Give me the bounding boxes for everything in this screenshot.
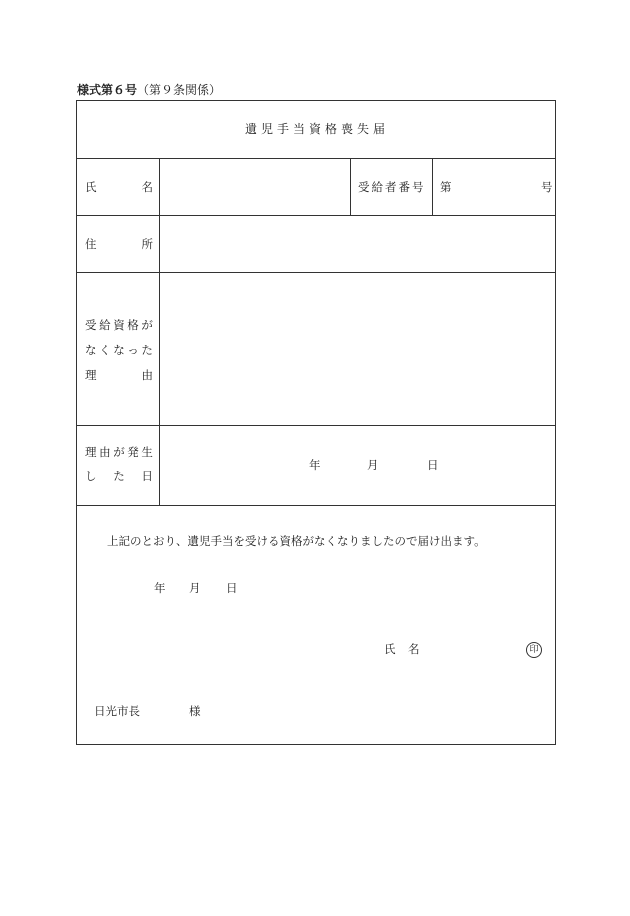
form-title: 遺児手当資格喪失届 — [244, 122, 389, 136]
date-label-char: し — [85, 469, 97, 483]
signer-name-field[interactable] — [429, 635, 521, 663]
address-label — [85, 236, 153, 252]
recipient-number-right-divider — [432, 158, 433, 215]
reason-label-line3 — [85, 367, 153, 383]
name-label-char: 氏 — [85, 180, 97, 194]
declaration-statement: 上記のとおり、遺児手当を受ける資格がなくなりましたので届け出ます。 — [107, 534, 486, 548]
recipient-number-left-divider — [350, 158, 351, 215]
divider-date — [77, 505, 555, 506]
form-label — [77, 82, 221, 98]
name-label — [85, 179, 153, 195]
reason-label-char: 理 — [85, 368, 97, 382]
signer-label-char: 名 — [408, 642, 420, 656]
recipient-number-label: 受給者番号 — [358, 180, 426, 194]
label-column-divider — [159, 158, 160, 505]
address-label-char: 所 — [141, 237, 153, 251]
signer-label-char: 氏 — [384, 642, 396, 656]
form-reference: （第９条関係） — [137, 83, 222, 97]
address-field[interactable] — [161, 216, 555, 272]
reason-field[interactable] — [161, 273, 555, 425]
date-label-line1: 理由が発生 — [85, 445, 156, 459]
occurrence-day: 日 — [427, 458, 439, 472]
name-label-char: 名 — [141, 180, 153, 194]
seal-icon: 印 — [526, 642, 542, 658]
occurrence-month: 月 — [367, 458, 379, 472]
name-field[interactable] — [161, 159, 349, 215]
date-label-line2 — [85, 468, 153, 484]
addressee: 日光市長 — [94, 704, 140, 718]
reason-label-char: 由 — [141, 368, 153, 382]
declaration-day: 日 — [226, 581, 238, 595]
form-number: 様式第６号 — [77, 83, 138, 97]
occurrence-year: 年 — [309, 458, 321, 472]
reason-label-line1: 受給資格が — [85, 318, 156, 332]
form-frame — [76, 100, 556, 745]
honorific: 様 — [189, 704, 201, 718]
recipient-number-suffix: 号 — [541, 180, 553, 194]
date-label-char: 日 — [141, 469, 153, 483]
date-label-char: た — [113, 469, 125, 483]
address-label-char: 住 — [85, 237, 97, 251]
declaration-month: 月 — [189, 581, 201, 595]
recipient-number-prefix: 第 — [440, 180, 452, 194]
reason-label-line2: なくなった — [85, 343, 156, 357]
recipient-number-field[interactable] — [434, 159, 555, 215]
occurrence-date-field[interactable] — [161, 426, 555, 505]
declaration-year: 年 — [154, 581, 166, 595]
